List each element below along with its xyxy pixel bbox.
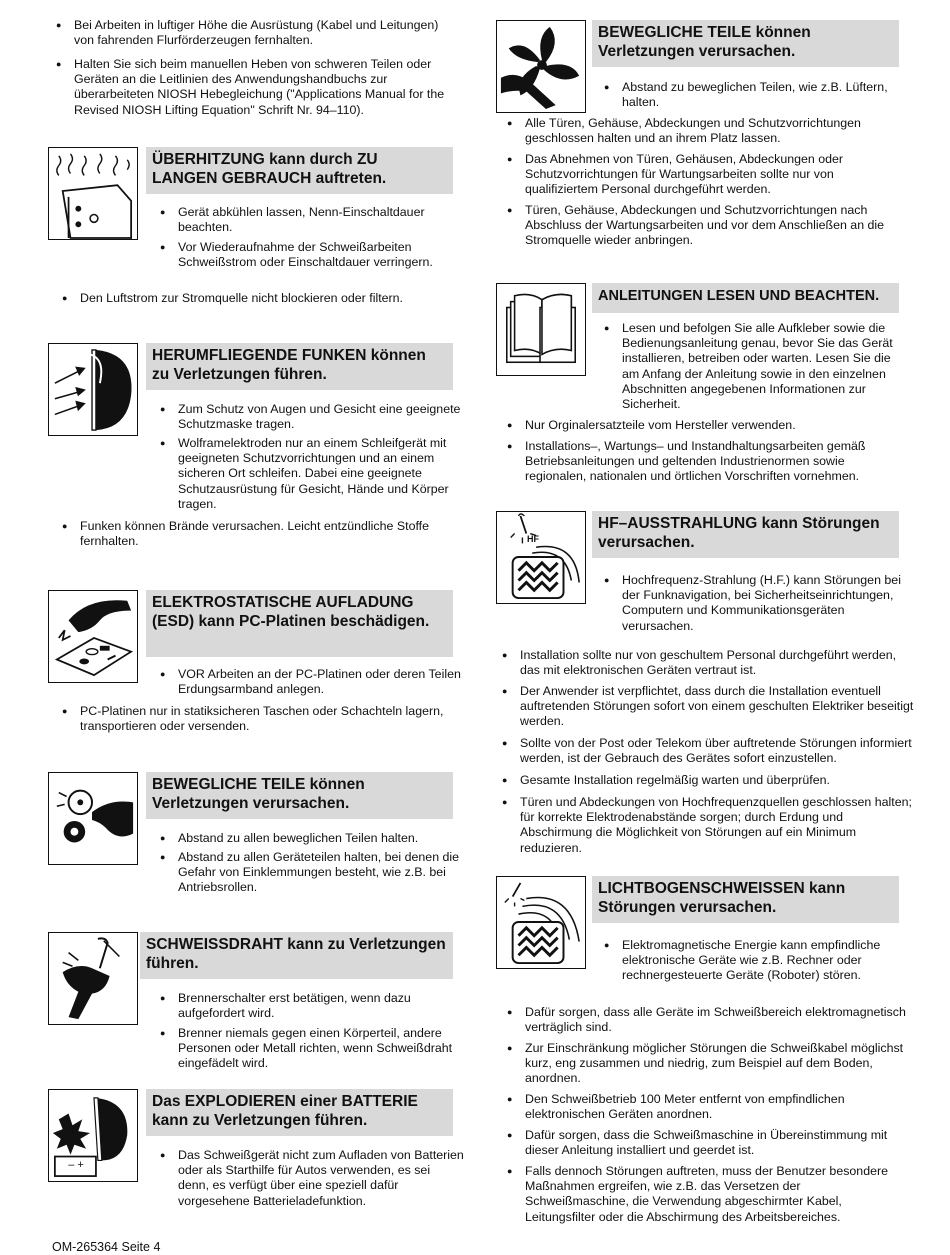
welding-wire-icon: [48, 932, 138, 1025]
battery-icon-label: – +: [68, 1159, 84, 1171]
sparks-title: HERUMFLIEGENDE FUNKEN können zu Verletzungen führen.: [146, 343, 453, 390]
sparks-extra: ● Funken können Brände verursachen. Leicht entzündliche Stoffe fernhalten.: [62, 519, 470, 549]
esd-item: ● VOR Arbeiten an der PC-Platinen oder deren Teilen Erdungsarmband anlegen.: [158, 667, 464, 697]
read-manual-icon: [496, 283, 586, 376]
welding-wire-item: ● Brenner niemals gegen einen Körperteil, andere Personen oder Metall richten, wenn Schweißdraht eingefädelt wird.: [158, 1026, 464, 1072]
intro-item: ● Bei Arbeiten in luftiger Höhe die Ausrüstung (Kabel und Leitungen) von fahrenden Flurförderzeugen fernhalten.: [56, 18, 450, 48]
arc-extra: ● Zur Einschränkung möglicher Störungen die Schweißkabel möglichst kurz, eng zusammen und niedrig, zum Beispiel auf dem Boden, anordnen.: [507, 1041, 907, 1087]
overheat-item: ● Vor Wiederaufnahme der Schweißarbeiten Schweißstrom oder Einschaltdauer verringern.: [158, 240, 464, 270]
manual-extra: ● Nur Orginalersatzteile vom Hersteller verwenden.: [507, 418, 907, 433]
fan-item: ● Abstand zu beweglichen Teilen, wie z.B. Lüftern, halten.: [602, 80, 908, 110]
intro-item: ● Halten Sie sich beim manuellen Heben von schweren Teilen oder Geräten an die Leitlinien des Anwendungshandbuchs zur überarbeiteten NIOSH Hebegleichung ("Applications Manual for the Revised NIOSH Lifting Equation" Schrift Nr. 94–110).: [56, 57, 450, 118]
hf-extra: ● Türen und Abdeckungen von Hochfrequenzquellen geschlossen halten; für korrekte Elektrodenabstände sorgen; durch Erdung und Abschirmung die Möglichkeit von Störungen auf ein Minimum reduzieren.: [502, 795, 916, 856]
battery-explosion-icon: [48, 1089, 138, 1182]
page-footer: OM-265364 Seite 4: [52, 1240, 161, 1254]
battery-title: Das EXPLODIEREN einer BATTERIE kann zu Verletzungen führen.: [146, 1089, 453, 1136]
hf-title: HF–AUSSTRAHLUNG kann Störungen verursachen.: [592, 511, 899, 558]
welding-wire-title: SCHWEISSDRAHT kann zu Verletzungen führen.: [140, 932, 453, 979]
hf-extra: ● Installation sollte nur von geschultem Personal durchgeführt werden, das mit elektronischen Geräten vertraut ist.: [502, 648, 916, 678]
battery-item: ● Das Schweißgerät nicht zum Aufladen von Batterien oder als Starthilfe für Autos verwenden, es sei denn, es verfügt über eine speziell dafür vorgesehene Batterieladefunktion.: [158, 1148, 464, 1209]
fan-title: BEWEGLICHE TEILE können Verletzungen verursachen.: [592, 20, 899, 67]
hf-extra: ● Der Anwender ist verpflichtet, dass durch die Installation eventuell auftretenden Störungen sofort von einem geschulten Elektriker beseitigt werden.: [502, 684, 916, 730]
arc-extra: ● Dafür sorgen, dass die Schweißmaschine in Übereinstimmung mit dieser Anleitung installiert und geerdet ist.: [507, 1128, 907, 1158]
arc-extra: ● Falls dennoch Störungen auftreten, muss der Benutzer besondere Maßnahmen ergreifen, wie z.B. das Versetzen der Schweißmaschine, die Verwendung abgeschirmter Kabel, Leitungsfilter oder die Abschirmung des Arbeitsbereiches.: [507, 1164, 907, 1225]
hf-extra: ● Gesamte Installation regelmäßig warten und überprüfen.: [502, 773, 916, 788]
sparks-item: ● Zum Schutz von Augen und Gesicht eine geeignete Schutzmaske tragen.: [158, 402, 464, 432]
fan-hazard-icon: [496, 20, 586, 113]
manual-title: ANLEITUNGEN LESEN UND BEACHTEN.: [592, 283, 899, 313]
moving-parts-icon: [48, 772, 138, 865]
hf-extra: ● Sollte von der Post oder Telekom über auftretende Störungen informiert werden, ist der Gebrauch des Gerätes sofort einzustellen.: [502, 736, 916, 766]
fan-extra: ● Das Abnehmen von Türen, Gehäusen, Abdeckungen oder Schutzvorrichtungen für Wartungsarbeiten sollte nur von qualifiziertem Personal durchgeführt werden.: [507, 152, 907, 198]
moving-parts-item: ● Abstand zu allen Geräteteilen halten, bei denen die Gefahr von Einklemmungen besteht, wie z.B. bei Antriebsrollen.: [158, 850, 464, 896]
sparks-item: ● Wolframelektroden nur an einem Schleifgerät mit geeigneten Schutzvorrichtungen und an einem sicheren Ort schleifen. Dabei eine geeignete Schutzausrüstung für Gesicht, Hände und Körper tragen.: [158, 436, 464, 512]
arc-title: LICHTBOGENSCHWEISSEN kann Störungen verursachen.: [592, 876, 899, 923]
esd-title: ELEKTROSTATISCHE AUFLADUNG (ESD) kann PC-Platinen beschädigen.: [146, 590, 453, 657]
overheat-title: ÜBERHITZUNG kann durch ZU LANGEN GEBRAUCH auftreten.: [146, 147, 453, 194]
esd-icon: [48, 590, 138, 683]
overheat-item: ● Gerät abkühlen lassen, Nenn-Einschaltdauer beachten.: [158, 205, 464, 235]
overheat-extra: ● Den Luftstrom zur Stromquelle nicht blockieren oder filtern.: [62, 291, 470, 306]
esd-extra: ● PC-Platinen nur in statiksicheren Taschen oder Schachteln lagern, transportieren oder versenden.: [62, 704, 470, 734]
arc-item: ● Elektromagnetische Energie kann empfindliche elektronische Geräte wie z.B. Rechner oder rechnergesteuerte Geräte (Roboter) stören.: [602, 938, 908, 984]
hf-radiation-icon: [496, 511, 586, 604]
flying-sparks-icon: [48, 343, 138, 436]
welding-wire-item: ● Brennerschalter erst betätigen, wenn dazu aufgefordert wird.: [158, 991, 464, 1021]
hf-item: ● Hochfrequenz-Strahlung (H.F.) kann Störungen bei der Funknavigation, bei Sicherheitseinrichtungen, Computern und Kommunikationsgeräten verursachen.: [602, 573, 908, 634]
moving-parts-title: BEWEGLICHE TEILE können Verletzungen verursachen.: [146, 772, 453, 819]
arc-extra: ● Dafür sorgen, dass alle Geräte im Schweißbereich elektromagnetisch verträglich sind.: [507, 1005, 907, 1035]
moving-parts-item: ● Abstand zu allen beweglichen Teilen halten.: [158, 831, 464, 846]
arc-extra: ● Den Schweißbetrieb 100 Meter entfernt von empfindlichen elektronischen Geräten anordnen.: [507, 1092, 907, 1122]
manual-extra: ● Installations–, Wartungs– und Instandhaltungsarbeiten gemäß Betriebsanleitungen und geltenden Industrienormen sowie regionalen, nationalen und örtlichen Vorschriften vornehmen.: [507, 439, 907, 485]
manual-item: ● Lesen und befolgen Sie alle Aufkleber sowie die Bedienungsanleitung genau, bevor Sie das Gerät installieren, betreiben oder warten. Lesen Sie die am Anfang der Anleitung sowie in den einzelnen Abschnitten angegebenen Informationen zur Sicherheit.: [602, 321, 908, 412]
fan-extra: ● Türen, Gehäuse, Abdeckungen und Schutzvorrichtungen nach Abschluss der Wartungsarbeiten und vor dem Anschließen an die Stromquelle wieder anbringen.: [507, 203, 907, 249]
hf-icon-label: HF: [527, 534, 539, 544]
fan-extra: ● Alle Türen, Gehäuse, Abdeckungen und Schutzvorrichtungen geschlossen halten und an ihrem Platz lassen.: [507, 116, 907, 146]
arc-welding-interference-icon: [496, 876, 586, 969]
overheat-icon: [48, 147, 138, 240]
